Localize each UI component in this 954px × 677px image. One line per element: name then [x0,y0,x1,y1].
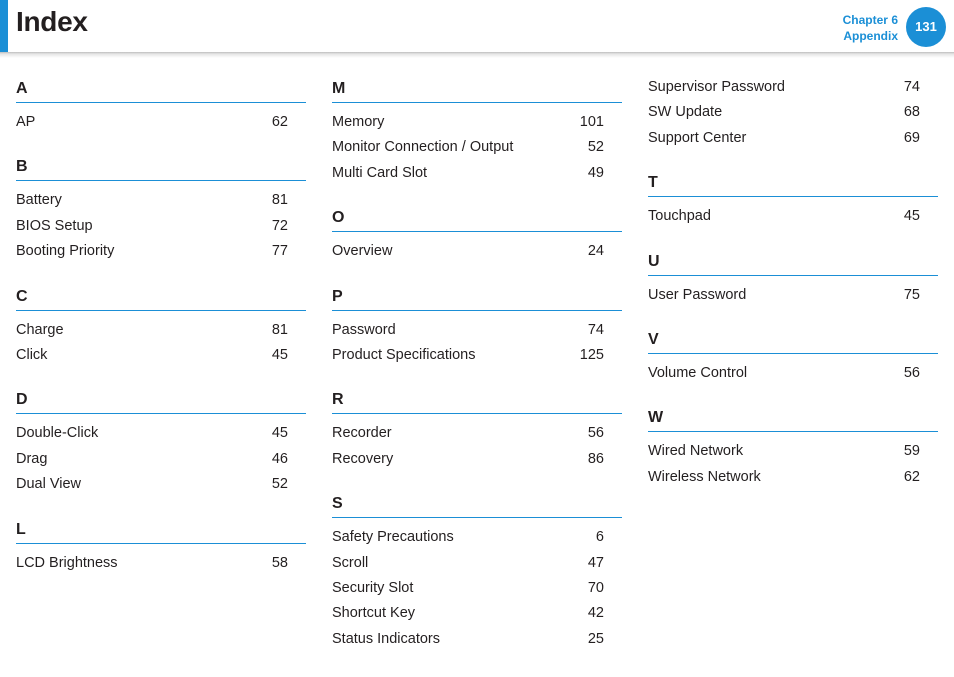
entry-term: Dual View [16,476,82,493]
entry-term: Charge [16,321,64,338]
index-entry [332,239,622,264]
index-entry [332,551,622,576]
index-entry [648,100,938,125]
entry-term: Supervisor Password [648,79,785,95]
index-entry [648,361,938,386]
index-entry [648,75,938,100]
entry-term: AP [16,114,36,130]
entry-page: 69 [903,129,920,146]
page-number-badge: 131 [906,7,946,47]
section-letter: P [332,286,622,311]
entry-page: 56 [587,425,604,442]
entry-page: 46 [271,450,288,467]
index-entry [648,204,938,229]
entry-page: 86 [587,450,604,467]
entry-page: 101 [579,114,604,130]
entry-term: Scroll [332,554,369,571]
index-entry [332,525,622,550]
index-entry [16,472,306,497]
entry-page: 59 [903,443,920,460]
entry-term: Volume Control [648,364,748,381]
entry-page: 58 [271,554,288,571]
section-letter: D [16,389,306,414]
entry-page: 45 [271,425,288,442]
entry-term: Battery [16,192,62,209]
index-section-t [648,172,938,229]
entry-term: Booting Priority [16,243,115,260]
entry-term: Drag [16,450,48,467]
entry-term: Security Slot [332,579,414,596]
entry-term: Safety Precautions [332,529,454,546]
index-section-v [648,329,938,386]
index-entry [332,135,622,160]
entry-page: 42 [587,605,604,622]
entry-term: Overview [332,243,393,260]
entry-page: 52 [271,476,288,493]
index-entry [16,343,306,368]
section-letter: W [648,407,938,432]
index-column-3 [648,78,938,490]
continued-entries [648,75,938,151]
entry-page: 77 [271,243,288,260]
entry-page: 47 [587,554,604,571]
index-entry [332,318,622,343]
entry-page: 74 [587,321,604,338]
entry-page: 62 [271,114,288,130]
section-letter: O [332,207,622,232]
section-label: Appendix [843,29,898,43]
entry-term: Wired Network [648,443,744,460]
index-section-b [16,156,306,264]
index-entry [16,421,306,446]
index-entry [332,627,622,652]
index-section-c [16,286,306,369]
entry-term: Memory [332,114,385,130]
index-entry [332,421,622,446]
entry-page: 49 [587,164,604,181]
section-letter: V [648,329,938,354]
entry-page: 75 [903,286,920,303]
index-entry [16,318,306,343]
entry-page: 81 [271,321,288,338]
section-letter: T [648,172,938,197]
index-section-a [16,78,306,135]
entry-page: 52 [587,139,604,156]
entry-page: 70 [587,579,604,596]
entry-term: Touchpad [648,208,711,225]
index-entry [332,161,622,186]
index-entry [16,447,306,472]
entry-term: Password [332,321,396,338]
chapter-info [843,12,898,44]
index-entry [16,188,306,213]
index-section-u [648,251,938,308]
section-letter: L [16,519,306,544]
section-letter: B [16,156,306,181]
chapter-label: Chapter 6 [842,13,898,27]
index-section-l [16,519,306,576]
index-section-p [332,286,622,369]
entry-page: 45 [271,346,288,363]
index-section-w [648,407,938,490]
entry-term: Monitor Connection / Output [332,139,514,156]
entry-term: SW Update [648,104,723,121]
entry-term: Status Indicators [332,630,440,647]
entry-term: Recovery [332,450,394,467]
index-section-s [332,493,622,652]
index-section-d [16,389,306,497]
index-entry [332,110,622,135]
entry-term: Double-Click [16,425,99,442]
entry-term: Product Specifications [332,346,476,363]
index-entry [16,551,306,576]
entry-term: Shortcut Key [332,605,416,622]
section-letter: C [16,286,306,311]
index-entry [332,447,622,472]
header-accent-bar [0,0,8,52]
entry-term: LCD Brightness [16,554,118,571]
entry-page: 6 [595,529,604,546]
index-section-m [332,78,622,186]
index-column-2 [332,78,622,652]
index-entry [648,439,938,464]
entry-term: BIOS Setup [16,217,93,234]
entry-term: Wireless Network [648,468,761,485]
header-divider [0,52,954,58]
section-letter: R [332,389,622,414]
entry-term: Multi Card Slot [332,164,428,181]
entry-page: 24 [587,243,604,260]
section-letter: M [332,78,622,103]
index-entry [332,601,622,626]
entry-page: 45 [903,208,920,225]
entry-page: 72 [271,217,288,234]
section-letter: U [648,251,938,276]
page-header [0,0,954,56]
index-entry [648,126,938,151]
entry-page: 68 [903,104,920,121]
entry-term: Click [16,346,48,363]
index-entry [648,465,938,490]
entry-page: 125 [579,346,604,363]
index-entry [648,283,938,308]
index-entry [16,239,306,264]
entry-page: 62 [903,468,920,485]
section-letter: S [332,493,622,518]
index-entry [16,214,306,239]
index-entry [16,110,306,135]
entry-term: User Password [648,286,747,303]
index-section-o [332,207,622,264]
entry-page: 56 [903,364,920,381]
index-section-r [332,389,622,472]
entry-page: 74 [903,79,920,95]
entry-page: 81 [271,192,288,209]
page-title: Index [16,6,88,37]
index-entry [332,343,622,368]
entry-term: Recorder [332,425,392,442]
index-column-1 [16,78,306,576]
index-entry [332,576,622,601]
entry-term: Support Center [648,129,747,146]
entry-page: 25 [587,630,604,647]
section-letter: A [16,78,306,103]
